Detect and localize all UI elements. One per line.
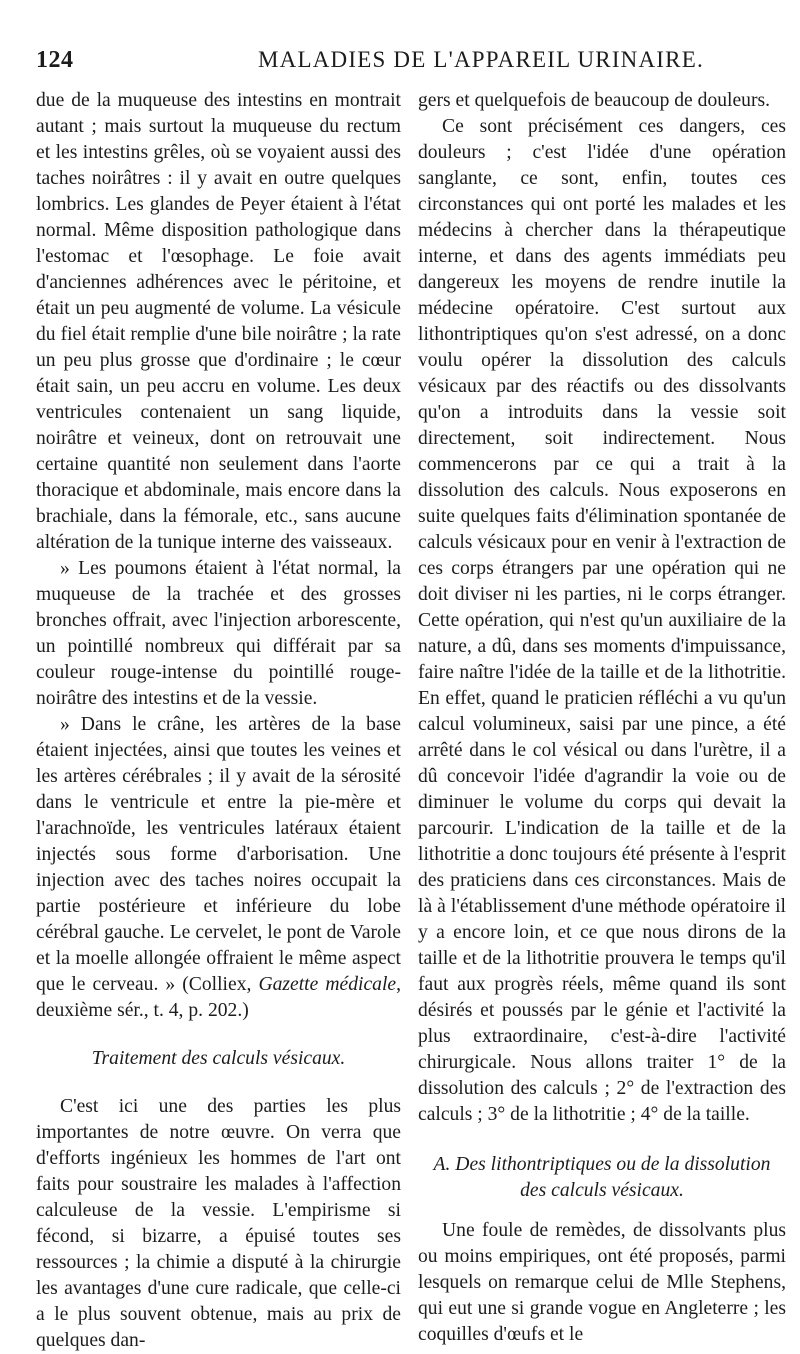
- page-number: 124: [36, 47, 74, 73]
- paragraph: gers et quelquefois de beaucoup de douleurs.: [418, 90, 771, 111]
- paragraph: » Les poumons étaient à l'état normal, la muqueuse de la trachée et des grosses bronches offrait, avec l'injection arborescente, un pointillé nombreux qui différait par sa couleur rouge-intense du pointillé rouge-noirâtre des intestins et de la vessie.: [36, 558, 401, 709]
- paragraph: C'est ici une des parties les plus importantes de notre œuvre. On verra que d'efforts ingénieux les hommes de l'art ont faits pour soustraire les malades à l'affection calculeuse de la vessie. L'empirisme si fécond, si bizarre, a épuisé toutes ses ressources ; la chimie a disputé à la chirurgie les avantages d'une cure radicale, que celle-ci a le plus souvent obtenue, mais au prix de quelques dan-: [36, 1096, 401, 1351]
- subsection-title-line: des calculs vésicaux.: [520, 1180, 684, 1201]
- right-column: [418, 88, 786, 1348]
- paragraph-text: » Dans le crâne, les artères de la base étaient injectées, ainsi que toutes les veines et les artères cérébrales ; il y avait de la sérosité dans le ventricule et entre la pie-mère et l'arachnoïde, les ventricules latéraux étaient injectés sous forme d'arborisation. Une injection avec des taches noires occupait la partie postérieure et inférieure du lobe cérébral gauche. Le cervelet, le pont de Varole et la moelle allongée offraient le même aspect que le cerveau. » (Colliex,: [36, 714, 401, 995]
- paragraph: Ce sont précisément ces dangers, ces douleurs ; c'est l'idée d'une opération sanglante, ce sont, enfin, toutes ces circonstances qui ont porté les malades et les médecins à chercher dans la thérapeutique interne, et dans des agents immédiats peu dangereux les moyens de rendre inutile la médecine opératoire. C'est surtout aux lithontriptiques qu'on s'est adressé, on a donc voulu opérer la dissolution des calculs vésicaux par des réactifs ou des dissolvants qu'on a introduits dans la vessie soit directement, soit indirectement. Nous commencerons par ce qui a trait à la dissolution des calculs. Nous exposerons en suite quelques faits d'élimination spontanée de calculs vésicaux pour en venir à l'extraction de ces corps étrangers par une opération qui ne doit diviser ni les parties, ni le corps étranger. Cette opération, qui n'est qu'un auxiliaire de la nature, a dû, dans ses moments d'impuissance, faire naître l'idée de la taille et de la lithotritie. En effet, quand le praticien réfléchi a vu qu'un calcul volumineux, saisi par une pince, a été arrêté dans le col vésical ou dans l'urètre, il a dû concevoir l'idée d'agrandir la voie ou de diminuer le volume du corps qui devait la parcourir. L'indication de la taille et de la lithotritie a donc toujours été présente à l'esprit des praticiens dans ces circonstances. Mais de là à l'établissement d'une méthode opératoire il y a encore loin, et ce que nous dirons de la taille et de la lithotritie prouvera le temps qu'il faut aux progrès réels, même quand ils sont désirés et poussés par le génie et l'activité la plus extraordinaire, c'est-à-dire l'activité chirurgicale. Nous allons traiter 1° de la dissolution des calculs ; 2° de l'extraction des calculs ; 3° de la lithotritie ; 4° de la taille.: [418, 116, 786, 1125]
- paragraph: Une foule de remèdes, de dissolvants plus ou moins empiriques, ont été proposés, parmi lesquels on remarque celui de Mlle Stephens, qui eut une si grande vogue en Angleterre ; les coquilles d'œufs et le: [418, 1220, 786, 1345]
- section-title: Traitement des calculs vésicaux.: [91, 1048, 346, 1069]
- paragraph: due de la muqueuse des intestins en montrait autant ; mais surtout la muqueuse du rectum et les intestins grêles, où se voyaient aussi des taches noirâtres : il y avait en outre quelques lombrics. Les glandes de Peyer étaient à l'état normal. Même disposition pathologique dans l'estomac et l'œsophage. Le foie avait d'anciennes adhérences avec le péritoine, et était un peu augmenté de volume. La vésicule du fiel était remplie d'une bile noirâtre ; la rate un peu plus grosse que d'ordinaire ; le cœur était sain, un peu accru en volume. Les deux ventricules contenaient un sang liquide, noirâtre et veineux, dont on retrouvait une certaine quantité non seulement dans l'aorte thoracique et abdominale, mais encore dans la brachiale, dans la fémorale, etc., sans aucune altération de la tunique interne des vaisseaux.: [36, 90, 401, 553]
- left-column: [36, 88, 401, 1354]
- paragraph: [36, 712, 401, 1024]
- subsection-title-line: A. Des lithontriptiques ou de la dissolution: [433, 1154, 771, 1175]
- running-title: MALADIES DE L'APPAREIL URINAIRE.: [258, 47, 704, 72]
- page-header: [0, 47, 800, 87]
- paragraph-text: , deuxième sér., t. 4, p. 202.): [36, 974, 401, 1021]
- citation-journal: Gazette médicale: [258, 974, 397, 995]
- subsection-title: [418, 1152, 786, 1204]
